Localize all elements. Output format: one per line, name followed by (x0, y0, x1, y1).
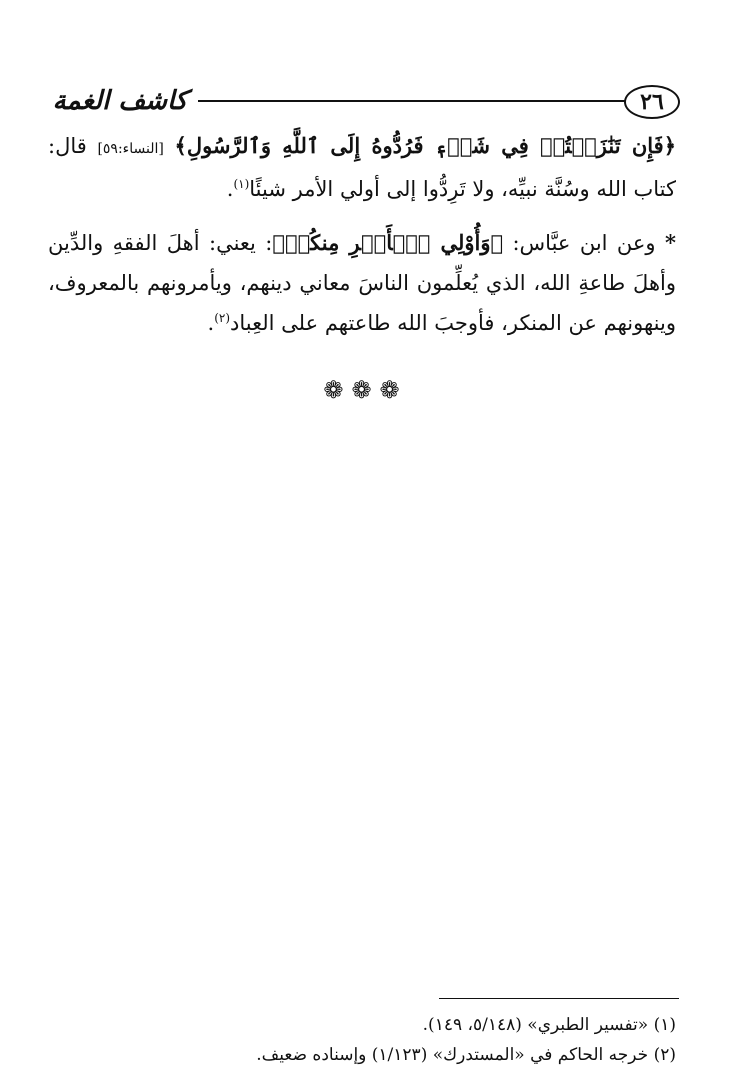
header-rule (198, 100, 625, 102)
paragraph-end: . (207, 311, 215, 335)
footnote-rule (439, 998, 679, 999)
quran-verse: ﴿وَأُوْلِي ٱلۡأَمۡرِ مِنكُمۡ﴾ (272, 230, 504, 255)
footnotes (48, 1010, 676, 1070)
paragraph-2 (48, 223, 676, 343)
paragraph-text: قال: كتاب الله وسُنَّة نبيِّه، ولا تَرِدُّوا إلى أولي الأمر شيئًا (48, 134, 676, 201)
page-body (48, 126, 676, 357)
verse-citation: [النساء:٥٩] (97, 141, 164, 157)
paragraph-text: : يعني: أهلَ الفقهِ والدِّين وأهلَ طاعةِ الله، الذي يُعلِّمون الناسَ معاني دينهم، ويأمرونهم بالمعروف، وينهونهم عن المنكر، فأوجبَ الله طاعتهم على العِباد (48, 231, 676, 335)
paragraph-text: وعن ابن عبَّاس: (512, 231, 656, 255)
paragraph-end: . (226, 177, 234, 201)
book-title: كاشف الغمة (52, 86, 188, 116)
asterisk-marker: * (664, 230, 676, 255)
footnote-1: (١) «تفسير الطبري» (٥/١٤٨، ١٤٩). (422, 1015, 676, 1035)
footnote-marker: (١) (233, 177, 250, 191)
footnote-marker: (٢) (214, 311, 231, 325)
page-header (40, 82, 680, 122)
footnote-2: (٢) خرجه الحاكم في «المستدرك» (١/١٢٣) وإسناده ضعيف. (256, 1045, 676, 1065)
paragraph-1 (48, 126, 676, 209)
quran-verse: ﴿فَإِن تَنَٰزَعۡتُمۡ فِي شَيۡءٖ فَرُدُّوهُ إِلَى ٱللَّهِ وَٱلرَّسُولِ﴾ (174, 133, 676, 158)
section-ornament: ❁❁❁ (323, 376, 408, 404)
page-number: ٢٦ (624, 85, 680, 119)
